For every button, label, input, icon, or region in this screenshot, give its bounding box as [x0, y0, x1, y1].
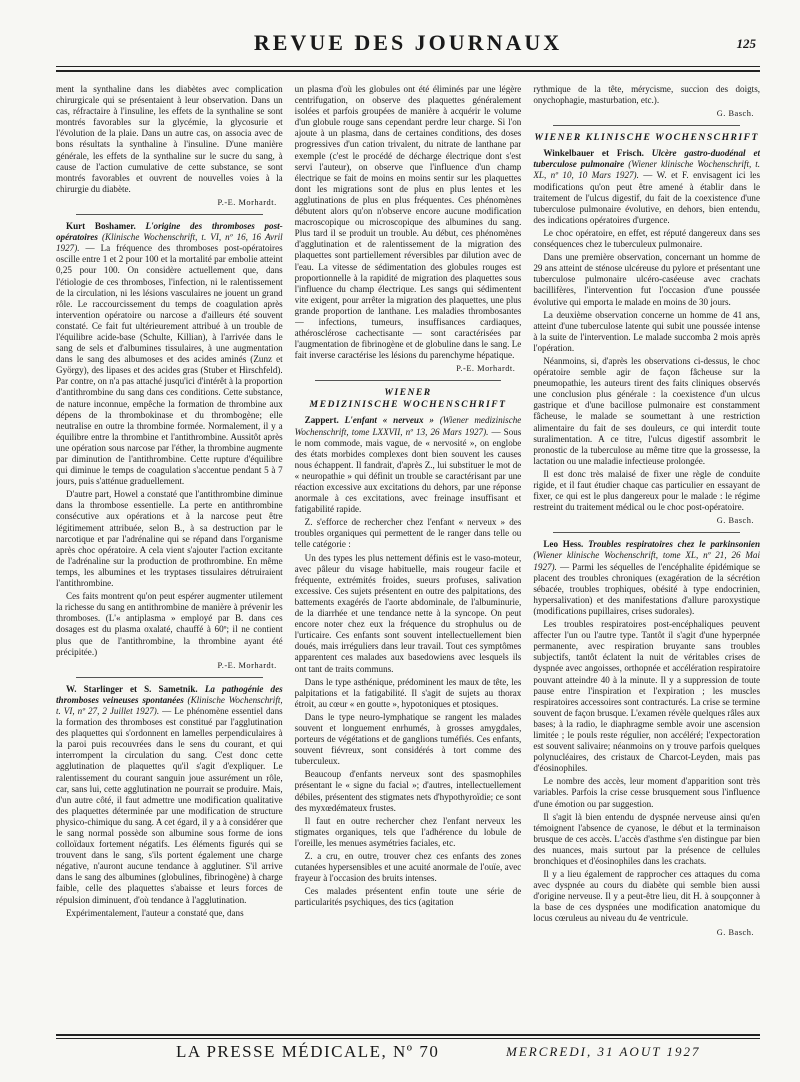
author: Kurt Boshamer.: [66, 221, 136, 232]
paragraph: Le choc opératoire, en effet, est réputé dangereux dans ses conséquences chez le tuberculeux pulmonaire.: [533, 227, 760, 250]
signature: P.-E. Morhardt.: [217, 197, 277, 207]
paragraph: un plasma d'où les globules ont été éliminés par une légère centrifugation, on observe des plaquettes généralement isolées et parfois groupées de manière à acquérir le volume d'un globule rouge sans cependant perdre leur charge. Si l'on ajoute à un plasma, dans de certaines conditions, des doses progressives d'un cation trivalent, du nitrate de lanthane par exemple (c'est le procédé de décharge électrique dont s'est servi l'auteur), on observe que l'influence d'un champ électrique se fait de moins en moins sentir sur les plaquettes dont les migrations sont de plus en plus lentes et les agglutinations de plus en plus fréquentes. Ces phénomènes débutent alors qu'on n'observe encore aucune modification macroscopique ou microscopique des albumines du sang. Plus tard il se produit un trouble. Au début, ces phénomènes d'agglutination et de ralentissement de la migration des plaquettes sont partiellement réversibles par dilution avec de l'eau. La vitesse de sédimentation des globules rouges est proportionnelle à la rapidité de migration des plaquettes sous l'influence du champ électrique. Les sangs qui sédimentent vite exigent, pour arrêter la migration des plaquettes, une plus grande proportion de lanthane. Les maladies thrombosantes — infections, tumeurs, insuffisances cardiaques, athérosclérose cachectisante — sont caractérisées par l'augmentation de fibrinogène et de globuline dans le sang. Le fait inverse caractérise les lésions du parenchyme hépatique.: [294, 84, 522, 361]
article-text: — La fréquence des thromboses post-opératoires oscille entre 1 et 2 pour 100 et la mortalité par embolie atteint 0,25 pour 100. On considère actuellement que, dans l'étiologie de ces thromboses, l'infection, ni le ralentissement de la circulation, ni les lésions vasculaires ne jouent un grand rôle. Le raccourcissement du temps de coagulation après intervention opératoire ou narcose a d'ailleurs été souvent constaté. Ce fait fut ultérieurement attribué à un trouble de l'équilibre acide-base (Schulte, Killian), à l'arrivée dans le sang de sels et d'albumines tissulaires, à une augmentation dans le sang des albumoses et des acides aminés (Zunz et György), des lipases et des acides gras (Stuber et Hirschfeld). Par contre, on n'a pas attaché jusqu'ici d'intérêt à la proportion d'antithrombine du sang dans ces conditions. Cette substance, de nature inconnue, empêche la formation de thrombine aux dépens de la thrombokinase et du thrombogène; elle neutralise en outre la thrombine formée. Normalement, il y a équilibre entre la thrombine et l'antithrombine. Aussitôt après une opération sous narcose par l'éther, la thrombine augmente par diminution de l'antithrombine. Cette rupture d'équilibre qui diminue le temps de coagulation s'accentue pendant 5 à 7 jours, puis s'atténue graduellement.: [56, 243, 283, 487]
separator: [315, 380, 502, 381]
paragraph: Un des types les plus nettement définis est le vaso-moteur, avec pâleur du visage habituelle, mais rougeur facile et fréquente, extrémités froides, sueurs profuses, salivation excessive. Ces sujets présentent en outre des palpitations, des battements exagérés de l'aorte abdominale, de l'albuminurie, de la diarrhée et une tendance nette à la syncope. On peut encore noter chez eux la fréquence du strophulus ou de l'urticaire. Ces enfants sont souvent intellectuellement bien doués, mais irréguliers dans leur travail. Tout ces symptômes apparentent ces malades aux basedowiens avec lesquels ils ont tant de traits communs.: [294, 552, 522, 674]
separator: [553, 532, 740, 533]
article-zappert: [295, 415, 522, 515]
source: (Wiener klinische Wochenschrift, t. XL, nº 10, 10 Mars 1927).: [533, 159, 760, 181]
column-1: [56, 84, 283, 1024]
article-text: — Le phénomène essentiel dans la formation des thromboses est constitué par l'agglutination des plaquettes qui s'ordonnent en lamelles perpendiculaires à la paroi puis recouvrées dans le sens du courant, et qui interrompent la circulation du sang. C'est donc cette agglutination de plaquettes qu'il s'agit d'expliquer. Le ralentissement du courant sanguin joue assurément un rôle, car, sans lui, cette agglutination ne pourrait se produire. Mais, d'un autre côté, il faut admettre une modification qualitative des plaquettes déterminée par une modification de structure physico-chimique du sang. A cet égard, il y a à considérer que le sang normal possède son albumine sous forme de ions colloïdaux fortement négatifs. Les éléments figurés qui se trouvent dans le sang, s'ils portent également une charge négative, n'auront aucune tendance à agglutiner. S'il arrive dans le sang des albumines (globulines, fibrinogène) à charge faible, celle des plaquettes s'abaisse et leurs forces de répulsion diminuent, d'où tendance à l'agglutination.: [56, 705, 283, 905]
paragraph: Expérimentalement, l'auteur a constaté que, dans: [66, 907, 244, 918]
paragraph: D'autre part, Howel a constaté que l'antithrombine diminue dans la thrombose essentielle. La perte en antithrombine consécutive aux opérations et à la narcose peut être légitimement attribuée, selon B., à sa destruction par le narcotique et par l'adrénaline qui se répand dans l'organisme après choc opératoire. A cela vient s'ajouter l'action excitante de l'adrénaline sur la production de prothrombine. En même temps, les albumines et les tryptases tissulaires détruiraient l'antithrombine.: [56, 489, 283, 589]
article-text: — Parmi les séquelles de l'encéphalite épidémique se placent des troubles chroniques (exagération de la sécrétion sébacée, troubles trophiques, obésité à type endocrinien, hypersalivation) et des manifestations d'allure paroxystique (modifications pupillaires, crises sudorales).: [533, 561, 760, 616]
page-footer: [56, 1034, 760, 1060]
paragraph: Ces faits montrent qu'on peut espérer augmenter utilement la richesse du sang en antithrombine de manière à prévenir les thromboses. (L'« antiplasma » employé par B. dans ces dosages est du plasma oxalaté, chauffé à 60º; il ne contient plus que de l'antithrombine, la thrombine ayant été précipitée.): [56, 591, 283, 657]
paragraph: La deuxième observation concerne un homme de 41 ans, atteint d'une tuberculose latente qui subit une poussée intense à la suite de l'intervention. Le malade succomba 2 mois après l'opération.: [533, 309, 760, 353]
source: (Klinische Wochenschrift, t. VI, nº 16, 16 Avril 1927).: [56, 232, 283, 254]
author: W. Starlinger et S. Sametnik.: [66, 683, 198, 694]
paragraph: Néanmoins, si, d'après les observations ci-dessus, le choc opératoire semble agir de façon fâcheuse sur la pneumopathie, les auteurs tirent des faits cliniques observés une conclusion plus générale : la coexistence d'un ulcus gastrique et d'une bacillose pulmonaire est constamment fâcheuse, le malade se soumettant à une restriction alimentaire du fait de ses douleurs, ce qui interdit toute suralimentation. A ce titre, l'ulcus digestif assombrit le pronostic de la tuberculose au même titre que la grossesse, la lactation ou une maladie infectieuse prolongée.: [533, 355, 760, 466]
section-heading-line: MEDIZINISCHE WOCHENSCHRIFT: [309, 399, 507, 411]
footer-rule: [56, 1038, 760, 1039]
footer-date: MERCREDI, 31 AOUT 1927: [506, 1044, 701, 1059]
header-rule: [56, 66, 760, 67]
signature: G. Basch.: [716, 516, 755, 526]
paragraph: Il y a lieu également de rapprocher ces attaques du coma avec dyspnée au cours du diabète qui semble bien aussi d'origine nerveuse. Il y a peut-être lieu, dit H. à soupçonner à la base de ces dyspnées une modification anatomique du locus cœruleus au niveau du 4e ventricule.: [533, 869, 760, 924]
paragraph: Dans le type asthénique, prédominent les maux de tête, les palpitations et la fatigabilité. Il s'agit de sujets au thorax étroit, au cœur « en goutte », hypotoniques et ptosiques.: [294, 676, 522, 709]
paragraph: rythmique de la tête, mérycisme, succion des doigts, onychophagie, masturbation, etc.).: [533, 84, 760, 106]
article-title: Ulcère gastro-duodénal et tuberculose pulmonaire: [533, 148, 760, 170]
signature: P.-E. Morhardt.: [456, 364, 516, 374]
author: Zappert.: [304, 415, 339, 426]
article-title: Troubles respiratoires chez le parkinsonien: [588, 539, 760, 550]
signature: G. Basch.: [716, 109, 755, 119]
paragraph: Le nombre des accès, leur moment d'apparition sont très variables. Parfois la crise cesse brusquement sous l'influence d'une émotion ou par suggestion.: [533, 776, 760, 809]
paragraph: Il faut en outre rechercher chez l'enfant nerveux les stigmates organiques, tels que l'adhérence du lobule de l'oreille, les menues asymétries faciales, etc.: [294, 815, 522, 848]
paragraph: Ces malades présentent enfin toute une série de particularités psychiques, des tics (agitation: [294, 886, 522, 908]
page-header: [56, 28, 760, 72]
separator: [553, 125, 740, 126]
article-boshamer: [56, 221, 283, 487]
author: Leo Hess.: [543, 539, 584, 550]
article-title: L'origine des thromboses post-opératoires: [56, 221, 283, 243]
paragraph: Dans une première observation, concernant un homme de 29 ans atteint de sténose ulcéreuse du pylore et présentant une tuberculose pulmonaire ulcéro-caséeuse avec crachats bacillifères, l'intervention fut l'occasion d'une poussée évolutive qui emporta le malade en moins de 30 jours.: [533, 252, 760, 307]
paragraph: ment la synthaline dans les diabètes avec complication chirurgicale qui se présentaient à leur observation. Dans un cas, réfractaire à l'insuline, les effets de la synthaline se sont montrés favorables sur la glycémie, la glycosurie et l'évolution de la plaie. Dans un autre cas, on associa avec de bons résultats la synthaline à l'insuline. D'une manière générale, les effets de la synthaline sur le sucre du sang, à cause de l'action cumulative de cette substance, se sont montrés favorables et ouvrent de nouvelles voies à la chirurgie du diabète.: [56, 84, 283, 194]
paragraph: Dans le type neuro-lymphatique se rangent les malades souvent et longuement enrhumés, à grosses amygdales, porteurs de végétations et de ganglions tuméfiés. Ces enfants, souvent fiévreux, sont considérés à tort comme des tuberculeux.: [294, 711, 522, 767]
article-text: — W. et F. envisagent ici les modifications qu'on peut être amené à établir dans le traitement de l'ulcus digestif, du fait de la coexistence d'une tuberculose pulmonaire évolutive, en dehors, bien entendu, des indications opératoires d'urgence.: [533, 170, 760, 225]
journal-section-title: REVUE DES JOURNAUX: [253, 30, 563, 55]
source: (Wiener klinische Wochenschrift, tome XL, nº 21, 26 Mai 1927).: [533, 550, 760, 572]
source: (Wiener medizinische Wochenschrift, tome LXXVII, nº 13, 26 Mars 1927).: [294, 415, 522, 437]
column-2: [295, 84, 522, 1024]
article-starlinger: [56, 684, 283, 906]
article-hess: [533, 539, 760, 617]
article-columns: [56, 84, 760, 1024]
source: (Klinische Wochenschrift, t. VI, nº 27, 2 Juillet 1927).: [56, 694, 283, 716]
article-text: — Sous le nom commode, mais vague, de « nervosité », on englobe des états morbides complexes dont bien souvent les causes nous échappent. Il fandrait, d'après Z., lui substituer le mot de « neuropathie » qui définit un trouble se caractérisant par une réaction excessive aux excitations du dehors, par une réponse anormale à ces excitations, avec freinage insuffisant et fatigabilité rapide.: [294, 426, 522, 515]
signature: G. Basch.: [716, 927, 755, 937]
column-3: [533, 84, 760, 1024]
signature: P.-E. Morhardt.: [217, 660, 277, 670]
section-heading-line: WIENER: [384, 387, 432, 399]
article-title: La pathogénie des thromboses veineuses spontanées: [56, 683, 283, 705]
page-number: 125: [736, 36, 756, 51]
separator: [76, 677, 263, 678]
separator: [76, 214, 263, 215]
footer-journal: LA PRESSE MÉDICALE, Nº 70: [176, 1042, 440, 1061]
paragraph: Z. s'efforce de rechercher chez l'enfant « nerveux » des troubles organiques qui permettent de le ranger dans telle ou telle catégorie :: [294, 517, 522, 550]
paragraph: Beaucoup d'enfants nerveux sont des spasmophiles présentant le « signe du facial »; d'autres, intellectuellement débiles, présentent des stigmates nets d'hypothyroïdie; ce sont des myxœdémateux frustes.: [294, 769, 522, 813]
article-winkelbauer: [533, 148, 760, 226]
article-title: L'enfant « nerveux »: [344, 415, 434, 426]
section-heading: [295, 387, 522, 411]
paragraph: Il est donc très malaisé de fixer une règle de conduite rigide, et il faut étudier chaque cas particulier en essayant de fixer, ce qui est le plus dangereux pour le malade : le régime restreint du traitement médical ou le choc post-opératoire.: [533, 468, 760, 513]
paragraph: Les troubles respiratoires post-encéphaliques peuvent affecter l'un ou l'autre type. Tantôt il s'agit d'une hyperpnée permanente, avec respiration bruyante sans troubles subjectifs, tantôt éclatent la nuit de véritables crises de dyspnée avec angoisses, orthopnée et accélération respiratoire pouvant atteindre 40 à la minute. Il y a suppression de toute pause entre l'inspiration et l'expiration ; les muscles respiratoires accessoires sont contracturés. La crise se termine souvent de façon brusque. L'examen révèle quelques râles aux bases; à la radio, le diaphragme semble avoir une ascension limitée ; le pouls reste régulier, non accéléré; l'expectoration est souvent salivaire; néanmoins on y trouve parfois quelques polynucléaires, des cristaux de Charcot-Leyden, mais pas d'éosinophiles.: [533, 619, 760, 774]
section-heading: WIENER KLINISCHE WOCHENSCHRIFT: [534, 132, 759, 144]
paragraph: Z. a cru, en outre, trouver chez ces enfants des zones cutanées hypersensibles et une acuité anormale de l'ouïe, avec frayeur à l'occasion des bruits intenses.: [294, 851, 522, 884]
paragraph: Il s'agit là bien entendu de dyspnée nerveuse ainsi qu'en témoignent l'absence de cyanose, le début et la terminaison brusque de ces accès. L'accès d'asthme s'en distingue par bien des nuances, mais surtout par la présence de cellules bronchiques et d'éosinophiles dans les crachats.: [533, 811, 760, 866]
author: Winkelbauer et Frisch.: [543, 148, 644, 159]
